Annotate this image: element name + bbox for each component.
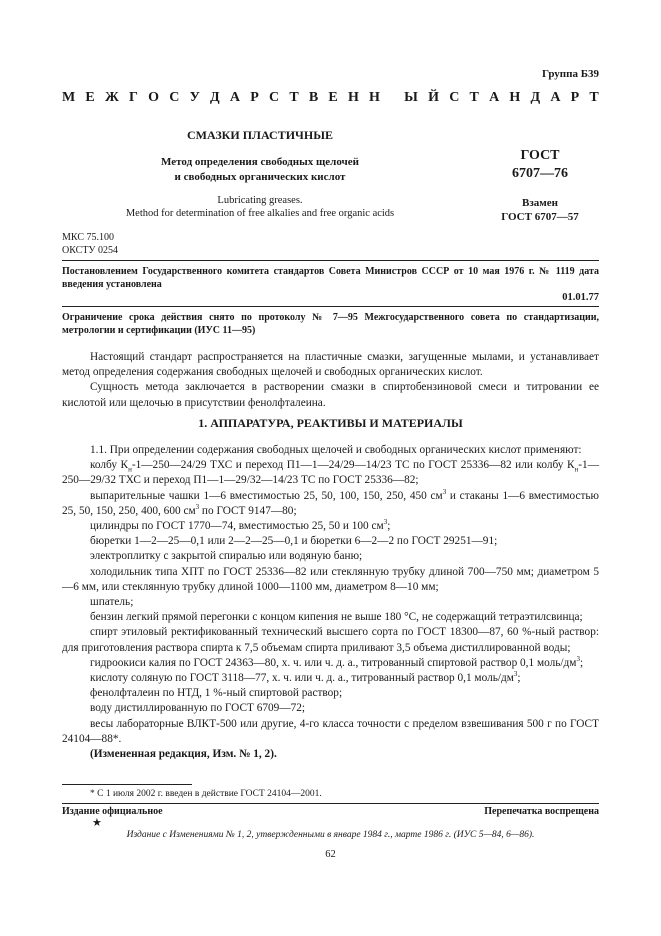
divider	[62, 306, 599, 307]
banner-letter: Е	[85, 90, 95, 105]
replaces-standard: ГОСТ 6707—57	[501, 211, 579, 223]
banner-letter: О	[148, 90, 160, 105]
group-code: Группа Б39	[542, 68, 599, 80]
banner-letter: Е	[328, 90, 338, 105]
banner-letter: Т	[289, 90, 299, 105]
banner-letter: Н	[347, 90, 359, 105]
item-potassium-hydroxide: гидроокиси калия по ГОСТ 24363—80, х. ч. или ч. д. а., титрованный спиртовой раствор 0,1 моль/$дм^3$;	[90, 655, 584, 669]
effective-date: 01.01.77	[562, 292, 599, 303]
page-number: 62	[325, 849, 336, 860]
item-phenolphthalein: фенолфталеин по НТД, 1 %-ный спиртовой раствор;	[90, 687, 343, 700]
section-1-heading: 1. АППАРАТУРА, РЕАКТИВЫ И МАТЕРИАЛЫ	[198, 416, 463, 430]
item-cooler: холодильник типа ХПТ по ГОСТ 25336—82 или стеклянную трубку длиной 700—750 мм; диаметром 5—6 мм, или стеклянную трубку длиной 1000—1100 мм, диаметром 8—10 мм;	[62, 565, 599, 593]
item-burettes: бюретки 1—2—25—0,1 или 2—2—25—0,1 и бюретки 6—2—2 по ГОСТ 29251—91;	[90, 535, 498, 548]
intro-paragraph-2: Сущность метода заключается в растворении смазки в спиртобензиновой смеси и титровании ее кислотой или щелочью в присутствии фенолфталеина.	[62, 381, 599, 409]
decree-text: Постановлением Государственного комитета стандартов Совета Министров СССР от 10 мая 1976 г. № 1119 дата введения установлена	[62, 266, 599, 290]
banner-letter: С	[449, 90, 460, 105]
banner-letter: У	[189, 90, 200, 105]
interstate-standard-banner	[62, 90, 599, 106]
classification-codes	[62, 231, 118, 257]
banner-letter: А	[550, 90, 561, 105]
official-edition-label: Издание официальное	[62, 806, 163, 817]
item-scales: весы лабораторные ВЛКТ-500 или другие, 4-го класса точности с пределом взвешивания 500 г по ГОСТ 24104—88*.	[62, 717, 599, 745]
banner-letter: Т	[589, 90, 599, 105]
banner-letter: М	[62, 90, 76, 105]
item-spatula: шпатель;	[90, 596, 134, 609]
okstu-code: ОКСТУ 0254	[62, 245, 119, 256]
item-cylinders: цилиндры по ГОСТ 1770—74, вместимостью 25, 50 и 100 $см^3$;	[90, 518, 391, 533]
banner-letter: Г	[129, 90, 138, 105]
banner-letter: С	[268, 90, 280, 105]
subtitle-line-2: и свободных органических кислот	[174, 171, 346, 183]
english-title-line-2: Method for determination of free alkalies and free organic acids	[125, 208, 395, 219]
banner-letter: Р	[250, 90, 259, 105]
gost-number-block	[490, 147, 590, 183]
item-water: воду дистиллированную по ГОСТ 6709—72;	[90, 702, 306, 715]
replaces-label: Взамен	[522, 197, 558, 209]
item-hydrochloric-acid: кислоту соляную по ГОСТ 3118—77, х. ч. или ч. д. а., титрованный раствор 0,1 моль/$дм^3$;	[90, 670, 521, 685]
item-flask: колбу $К_н-1—250—24/29$ ТХС и переход П1—1—24/29—14/23 ТС по ГОСТ 25336—82 или колбу $К_н-1—250—29/32$ ТХС и переход П1—1—29/32—14/23 ТС по ГОСТ 25336—82;	[62, 459, 599, 487]
banner-letter: Й	[428, 90, 439, 105]
gost-number: 6707—76	[512, 166, 568, 181]
intro-paragraph-1: Настоящий стандарт распространяется на пластичные смазки, загущенные мылами, и устанавливает метод определения содержания свободных щелочей и свободных органических кислот.	[62, 351, 599, 379]
divider	[62, 803, 599, 804]
edition-note: Издание с Изменениями № 1, 2, утвержденными в январе 1984 г., марте 1986 г. (ИУС 5—84, 6—86).	[126, 830, 535, 840]
banner-letter: Д	[210, 90, 220, 105]
item-spirit: спирт этиловый ректификованный технический высшего сорта по ГОСТ 18300—87, 60 %-ный раствор: для приготовления раствора спирта к 7,5 объемам спирта приливают 3,5 объема дистиллированной воды;	[62, 626, 599, 654]
star-icon: ★	[92, 817, 102, 829]
item-benzine: бензин легкий прямой перегонки с концом кипения не выше 180 °С, не содержащий тетраэтилсвинца;	[90, 611, 583, 624]
english-title-line-1: Lubricating greases.	[217, 195, 303, 206]
banner-letter: А	[229, 90, 241, 105]
banner-letter: Ж	[104, 90, 119, 105]
limitation-note: Ограничение срока действия снято по протоколу № 7—95 Межгосударственного совета по стандартизации, метрологии и сертификации (ИУС 11—95)	[62, 312, 599, 336]
clause-1-1: 1.1. При определении содержания свободных щелочей и свободных органических кислот применяют:	[90, 444, 582, 456]
footnote-rule	[62, 784, 192, 785]
banner-letter: Д	[530, 90, 541, 105]
reprint-prohibited-label: Перепечатка воспрещена	[484, 806, 599, 817]
gost-label: ГОСТ	[520, 148, 560, 163]
item-cups: выпарительные чашки 1—6 вместимостью 25, 50, 100, 150, 250, 450 $см^3$ и стаканы 1—6 вместимостью 25, 50, 150, 250, 400, 600 $см^3$ по ГОСТ 9147—80;	[62, 487, 599, 517]
banner-letter: С	[169, 90, 180, 105]
footnote: * С 1 июля 2002 г. введен в действие ГОСТ 24104—2001.	[90, 789, 322, 799]
intro	[62, 350, 599, 411]
banner-letter: Т	[469, 90, 479, 105]
subtitle-line-1: Метод определения свободных щелочей	[161, 156, 359, 168]
banner-letter: Н	[369, 90, 380, 105]
standard-subtitle	[100, 155, 420, 185]
divider	[62, 260, 599, 261]
banner-letter: Ы	[404, 90, 418, 105]
section-1-body	[62, 443, 599, 762]
mks-code: МКС 75.100	[62, 232, 114, 243]
item-stove: электроплитку с закрытой спиралью или водяную баню;	[90, 550, 363, 563]
amendment-note: (Измененная редакция, Изм. № 1, 2).	[90, 748, 277, 761]
banner-letter: Р	[570, 90, 580, 105]
banner-letter: Н	[509, 90, 521, 105]
banner-letter: В	[308, 90, 319, 105]
standard-title: СМАЗКИ ПЛАСТИЧНЫЕ	[186, 128, 333, 142]
replaces-block	[490, 196, 590, 224]
english-title	[80, 194, 440, 220]
banner-letter: А	[489, 90, 500, 105]
